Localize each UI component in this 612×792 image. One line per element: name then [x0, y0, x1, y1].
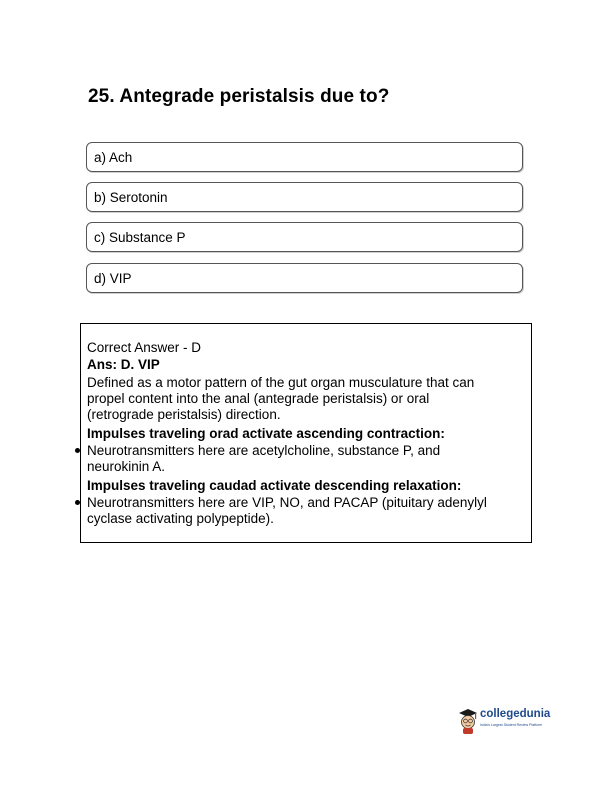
caudad-line-2: cyclase activating polypeptide). — [87, 511, 274, 526]
logo-tagline: India's Largest Student Review Platform — [480, 723, 543, 727]
logo-text: collegedunia — [480, 708, 551, 720]
answer-heading: Ans: D. VIP — [87, 357, 160, 372]
caudad-line-1: Neurotransmitters here are VIP, NO, and PACAP (pituitary adenylyl — [87, 495, 487, 510]
option-d[interactable]: d) VIP — [86, 263, 523, 293]
bullet-icon — [75, 500, 80, 505]
option-a[interactable]: a) Ach — [86, 142, 523, 172]
collegedunia-logo — [457, 707, 557, 737]
orad-line-1: Neurotransmitters here are acetylcholine, substance P, and — [87, 443, 441, 458]
orad-heading: Impulses traveling orad activate ascending contraction: — [87, 426, 445, 441]
orad-line-2: neurokinin A. — [87, 459, 166, 474]
caudad-heading: Impulses traveling caudad activate descending relaxation: — [87, 478, 462, 493]
bullet-icon — [75, 448, 80, 453]
question-title: 25. Antegrade peristalsis due to? — [88, 86, 390, 107]
definition-line-1: Defined as a motor pattern of the gut organ musculature that can — [87, 375, 475, 390]
mascot-icon — [457, 707, 479, 735]
correct-answer-line: Correct Answer - D — [87, 340, 202, 355]
option-b[interactable]: b) Serotonin — [86, 182, 523, 212]
definition-line-3: (retrograde peristalsis) direction. — [87, 407, 281, 422]
option-c[interactable]: c) Substance P — [86, 222, 523, 252]
definition-line-2: propel content into the anal (antegrade peristalsis) or oral — [87, 391, 430, 406]
